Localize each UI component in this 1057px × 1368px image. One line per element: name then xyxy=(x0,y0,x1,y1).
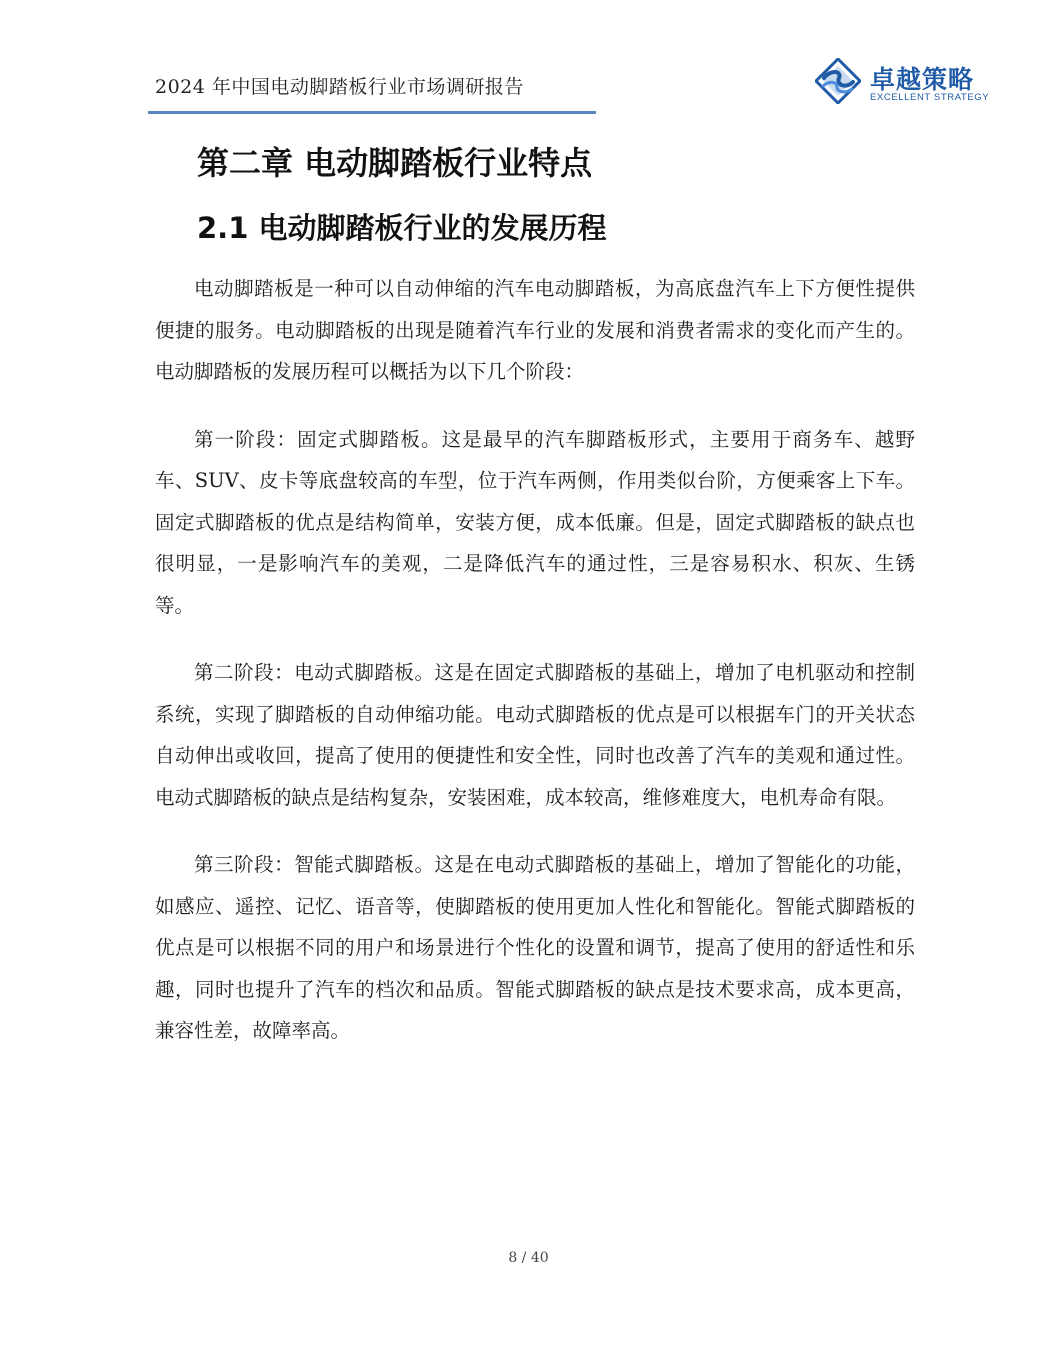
header-divider xyxy=(148,111,596,114)
paragraph-intro: 电动脚踏板是一种可以自动伸缩的汽车电动脚踏板，为高底盘汽车上下方便性提供便捷的服务。电动脚踏板的出现是随着汽车行业的发展和消费者需求的变化而产生的。电动脚踏板的发展历程可以概括为以下几个阶段： xyxy=(155,277,915,383)
logo-english-name: EXCELLENT STRATEGY xyxy=(870,92,990,103)
chapter-title: 第二章 电动脚踏板行业特点 xyxy=(197,144,593,182)
body-text xyxy=(155,268,915,1078)
brand-logo xyxy=(815,58,990,108)
logo-mark-icon xyxy=(815,58,861,104)
logo-chinese-name: 卓越策略 xyxy=(870,65,975,94)
paragraph-stage-3: 第三阶段：智能式脚踏板。这是在电动式脚踏板的基础上，增加了智能化的功能，如感应、遥控、记忆、语音等，使脚踏板的使用更加人性化和智能化。智能式脚踏板的优点是可以根据不同的用户和场景进行个性化的设置和调节，提高了使用的舒适性和乐趣，同时也提升了汽车的档次和品质。智能式脚踏板的缺点是技术要求高，成本更高，兼容性差，故障率高。 xyxy=(155,853,915,1042)
header-title: 2024 年中国电动脚踏板行业市场调研报告 xyxy=(155,76,524,98)
paragraph-stage-1: 第一阶段：固定式脚踏板。这是最早的汽车脚踏板形式，主要用于商务车、越野车、SUV、皮卡等底盘较高的车型，位于汽车两侧，作用类似台阶，方便乘客上下车。固定式脚踏板的优点是结构简单，安装方便，成本低廉。但是，固定式脚踏板的缺点也很明显，一是影响汽车的美观，二是降低汽车的通过性，三是容易积水、积灰、生锈等。 xyxy=(155,427,915,617)
page-number: 8 / 40 xyxy=(508,1250,549,1266)
paragraph-stage-2: 第二阶段：电动式脚踏板。这是在固定式脚踏板的基础上，增加了电机驱动和控制系统，实现了脚踏板的自动伸缩功能。电动式脚踏板的优点是可以根据车门的开关状态自动伸出或收回，提高了使用的便捷性和安全性，同时也改善了汽车的美观和通过性。电动式脚踏板的缺点是结构复杂，安装困难，成本较高，维修难度大，电机寿命有限。 xyxy=(155,661,915,809)
section-title: 2.1 电动脚踏板行业的发展历程 xyxy=(197,211,607,245)
